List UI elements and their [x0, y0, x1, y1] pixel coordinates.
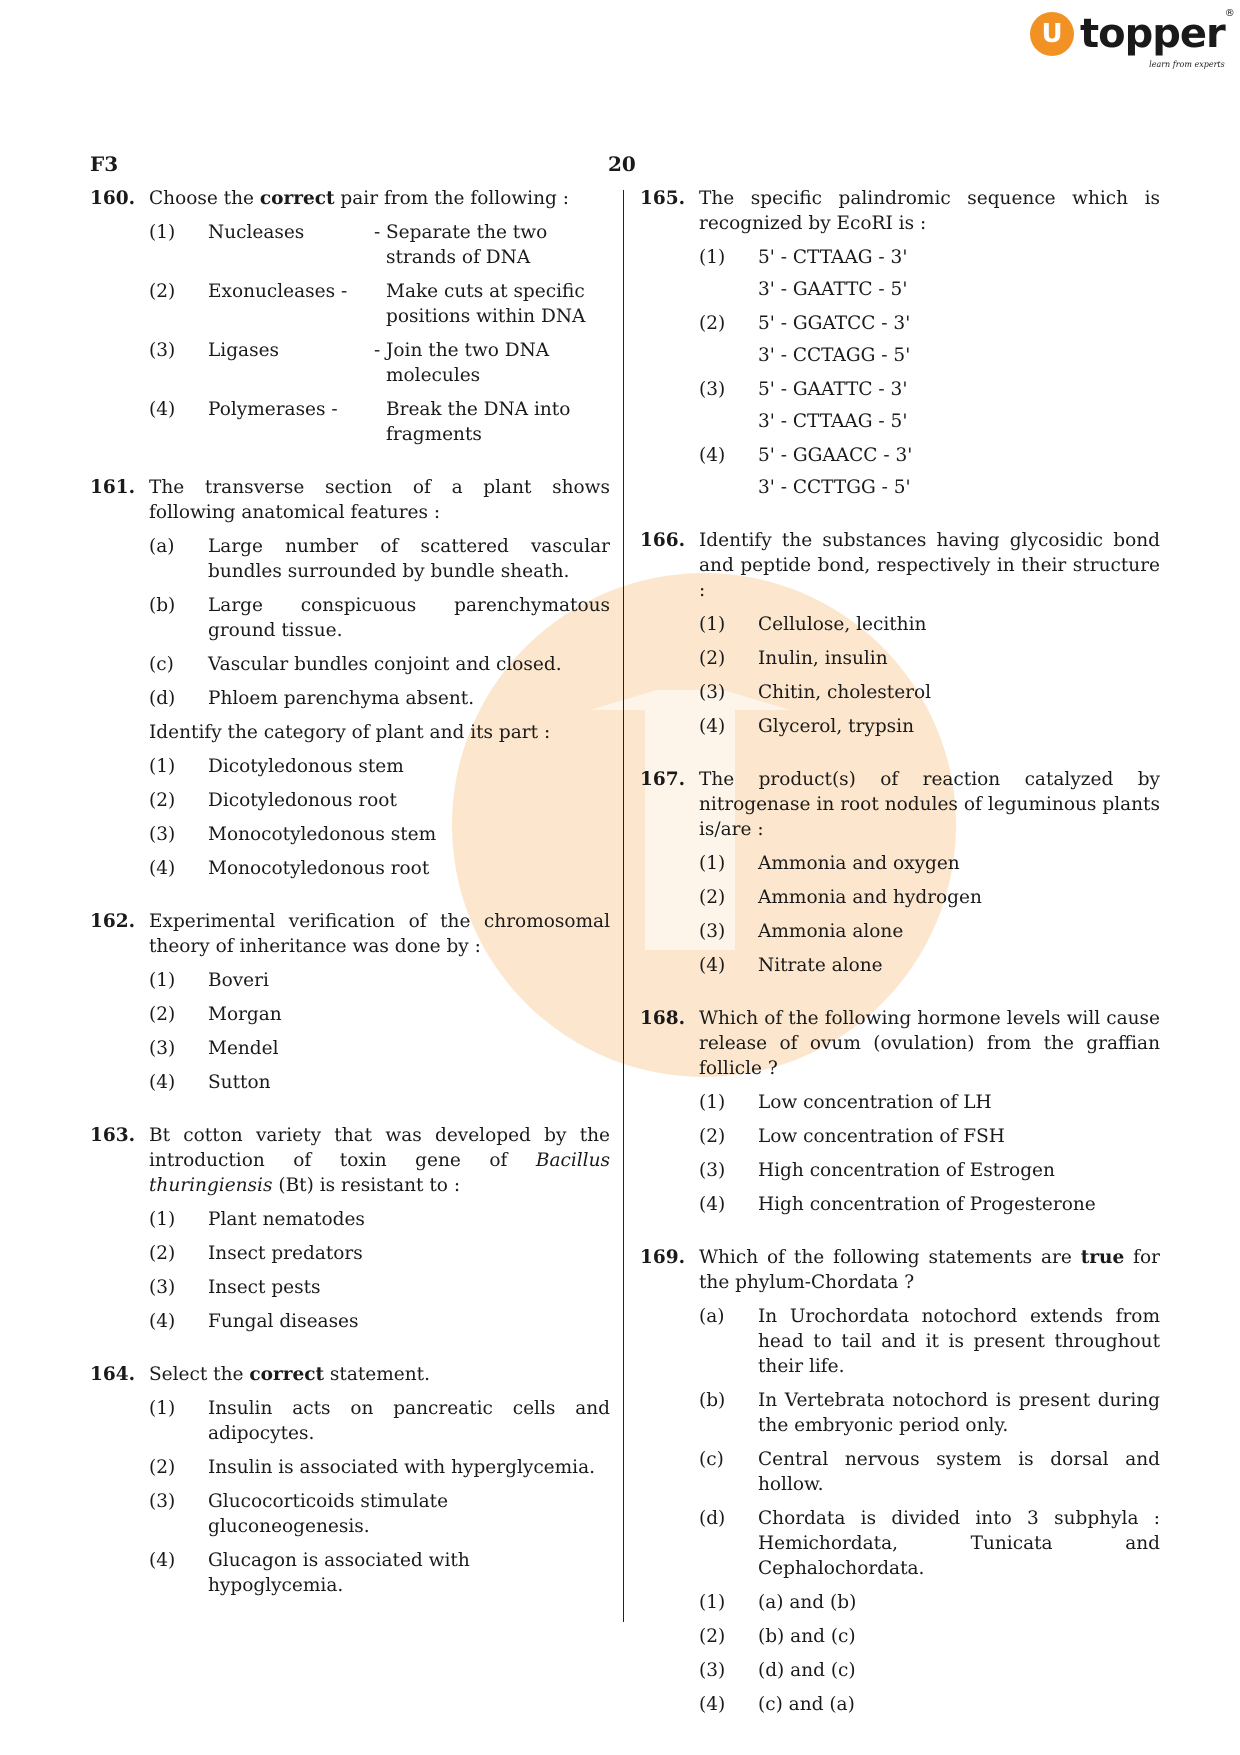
- option[interactable]: (2) (b) and (c): [699, 1626, 856, 1647]
- page-number: 20: [608, 152, 636, 176]
- question-number: 169.: [640, 1247, 686, 1268]
- question-165: [640, 186, 1160, 500]
- question-stem: The product(s) of reaction catalyzed by nitrogenase in root nodules of leguminous plants is/are :: [699, 769, 1160, 840]
- question-164: [90, 1362, 610, 1598]
- option[interactable]: (4) Glycerol, trypsin: [699, 716, 915, 737]
- question-160: [90, 186, 610, 447]
- question-168: [640, 1006, 1160, 1217]
- question-number: 164.: [90, 1364, 136, 1385]
- option[interactable]: (2) 5' - GGATCC - 3' 3' - CCTAGG - 5': [699, 313, 911, 366]
- option[interactable]: (4) (c) and (a): [699, 1694, 855, 1715]
- question-number: 166.: [640, 530, 686, 551]
- option[interactable]: (1) Cellulose, lecithin: [699, 614, 927, 635]
- option[interactable]: (1) (a) and (b): [699, 1592, 857, 1613]
- option[interactable]: (2) Ammonia and hydrogen: [699, 887, 982, 908]
- question-stem: Identify the substances having glycosidic bond and peptide bond, respectively in their structure :: [699, 530, 1160, 601]
- left-column: [90, 186, 610, 1626]
- option[interactable]: (3) Ammonia alone: [699, 921, 904, 942]
- feature-item: (d) Chordata is divided into 3 subphyla : Hemichordata, Tunicata and Cephalochordata.: [699, 1508, 1160, 1579]
- option[interactable]: (2) Insect predators: [149, 1243, 363, 1264]
- option[interactable]: (3) Chitin, cholesterol: [699, 682, 932, 703]
- question-stem: Bt cotton variety that was developed by the introduction of toxin gene of Bacillus thuringiensis (Bt) is resistant to :: [149, 1125, 610, 1196]
- question-stem: Select the correct statement.: [149, 1364, 430, 1385]
- option[interactable]: (3) High concentration of Estrogen: [699, 1160, 1055, 1181]
- question-161: [90, 475, 610, 881]
- column-divider: [623, 190, 624, 1622]
- question-stem: Experimental verification of the chromosomal theory of inheritance was done by :: [149, 911, 610, 957]
- question-number: 162.: [90, 911, 136, 932]
- option[interactable]: (3) Glucocorticoids stimulate gluconeogenesis.: [149, 1491, 449, 1537]
- option[interactable]: (4) High concentration of Progesterone: [699, 1194, 1096, 1215]
- question-166: [640, 528, 1160, 739]
- option[interactable]: (3) Mendel: [149, 1038, 279, 1059]
- question-163: [90, 1123, 610, 1334]
- option[interactable]: (1) Low concentration of LH: [699, 1092, 992, 1113]
- option[interactable]: (2) Dicotyledonous root: [149, 790, 397, 811]
- option[interactable]: (3) (d) and (c): [699, 1660, 856, 1681]
- option[interactable]: (3) Insect pests: [149, 1277, 321, 1298]
- question-number: 167.: [640, 769, 686, 790]
- option[interactable]: (3) Ligases - Join the two DNA molecules: [149, 340, 550, 386]
- right-column: [640, 186, 1160, 1745]
- feature-item: (c) Vascular bundles conjoint and closed.: [149, 654, 562, 675]
- option[interactable]: (1) Boveri: [149, 970, 269, 991]
- feature-item: (a) Large number of scattered vascular bundles surrounded by bundle sheath.: [149, 536, 610, 582]
- option[interactable]: (4) Sutton: [149, 1072, 271, 1093]
- option[interactable]: (2) Exonucleases - Make cuts at specific positions within DNA: [149, 281, 586, 327]
- option[interactable]: (1) Nucleases - Separate the two strands of DNA: [149, 222, 548, 268]
- feature-item: (b) In Vertebrata notochord is present during the embryonic period only.: [699, 1390, 1160, 1436]
- registered-mark: ®: [1224, 8, 1235, 19]
- logo-tagline: learn from experts: [1149, 60, 1225, 69]
- question-number: 161.: [90, 477, 136, 498]
- option[interactable]: (4) Glucagon is associated with hypoglycemia.: [149, 1550, 470, 1596]
- option[interactable]: (4) Fungal diseases: [149, 1311, 359, 1332]
- question-stem: The specific palindromic sequence which is recognized by EcoRI is :: [699, 188, 1160, 234]
- brand-logo: [1030, 8, 1235, 69]
- question-number: 163.: [90, 1125, 136, 1146]
- question-stem: Choose the correct pair from the following :: [149, 188, 569, 209]
- question-number: 160.: [90, 188, 136, 209]
- option[interactable]: (1) 5' - CTTAAG - 3' 3' - GAATTC - 5': [699, 247, 908, 300]
- sub-stem: Identify the category of plant and its part :: [149, 722, 551, 743]
- option[interactable]: (4) Nitrate alone: [699, 955, 883, 976]
- option[interactable]: (1) Ammonia and oxygen: [699, 853, 960, 874]
- question-stem: Which of the following hormone levels will cause release of ovum (ovulation) from the graffian follicle ?: [699, 1008, 1160, 1079]
- option[interactable]: (2) Low concentration of FSH: [699, 1126, 1005, 1147]
- question-stem: Which of the following statements are true for the phylum-Chordata ?: [699, 1247, 1160, 1293]
- option[interactable]: (1) Insulin acts on pancreatic cells and adipocytes.: [149, 1398, 610, 1444]
- question-169: [640, 1245, 1160, 1717]
- option[interactable]: (4) Polymerases - Break the DNA into fragments: [149, 399, 571, 445]
- feature-item: (c) Central nervous system is dorsal and hollow.: [699, 1449, 1160, 1495]
- option[interactable]: (2) Inulin, insulin: [699, 648, 888, 669]
- option[interactable]: (3) Monocotyledonous stem: [149, 824, 437, 845]
- logo-text: topper: [1080, 11, 1225, 57]
- option[interactable]: (2) Insulin is associated with hyperglycemia.: [149, 1457, 595, 1478]
- question-162: [90, 909, 610, 1095]
- feature-item: (a) In Urochordata notochord extends from head to tail and it is present throughout their life.: [699, 1306, 1160, 1377]
- option[interactable]: (2) Morgan: [149, 1004, 282, 1025]
- option[interactable]: (1) Plant nematodes: [149, 1209, 365, 1230]
- question-stem: The transverse section of a plant shows following anatomical features :: [149, 477, 610, 523]
- option[interactable]: (4) 5' - GGAACC - 3' 3' - CCTTGG - 5': [699, 445, 913, 498]
- option[interactable]: (4) Monocotyledonous root: [149, 858, 430, 879]
- question-167: [640, 767, 1160, 978]
- question-number: 168.: [640, 1008, 686, 1029]
- option[interactable]: (3) 5' - GAATTC - 3' 3' - CTTAAG - 5': [699, 379, 908, 432]
- paper-code: F3: [90, 152, 119, 176]
- question-number: 165.: [640, 188, 686, 209]
- feature-item: (b) Large conspicuous parenchymatous ground tissue.: [149, 595, 610, 641]
- option[interactable]: (1) Dicotyledonous stem: [149, 756, 404, 777]
- logo-badge-icon: U: [1030, 12, 1074, 56]
- feature-item: (d) Phloem parenchyma absent.: [149, 688, 475, 709]
